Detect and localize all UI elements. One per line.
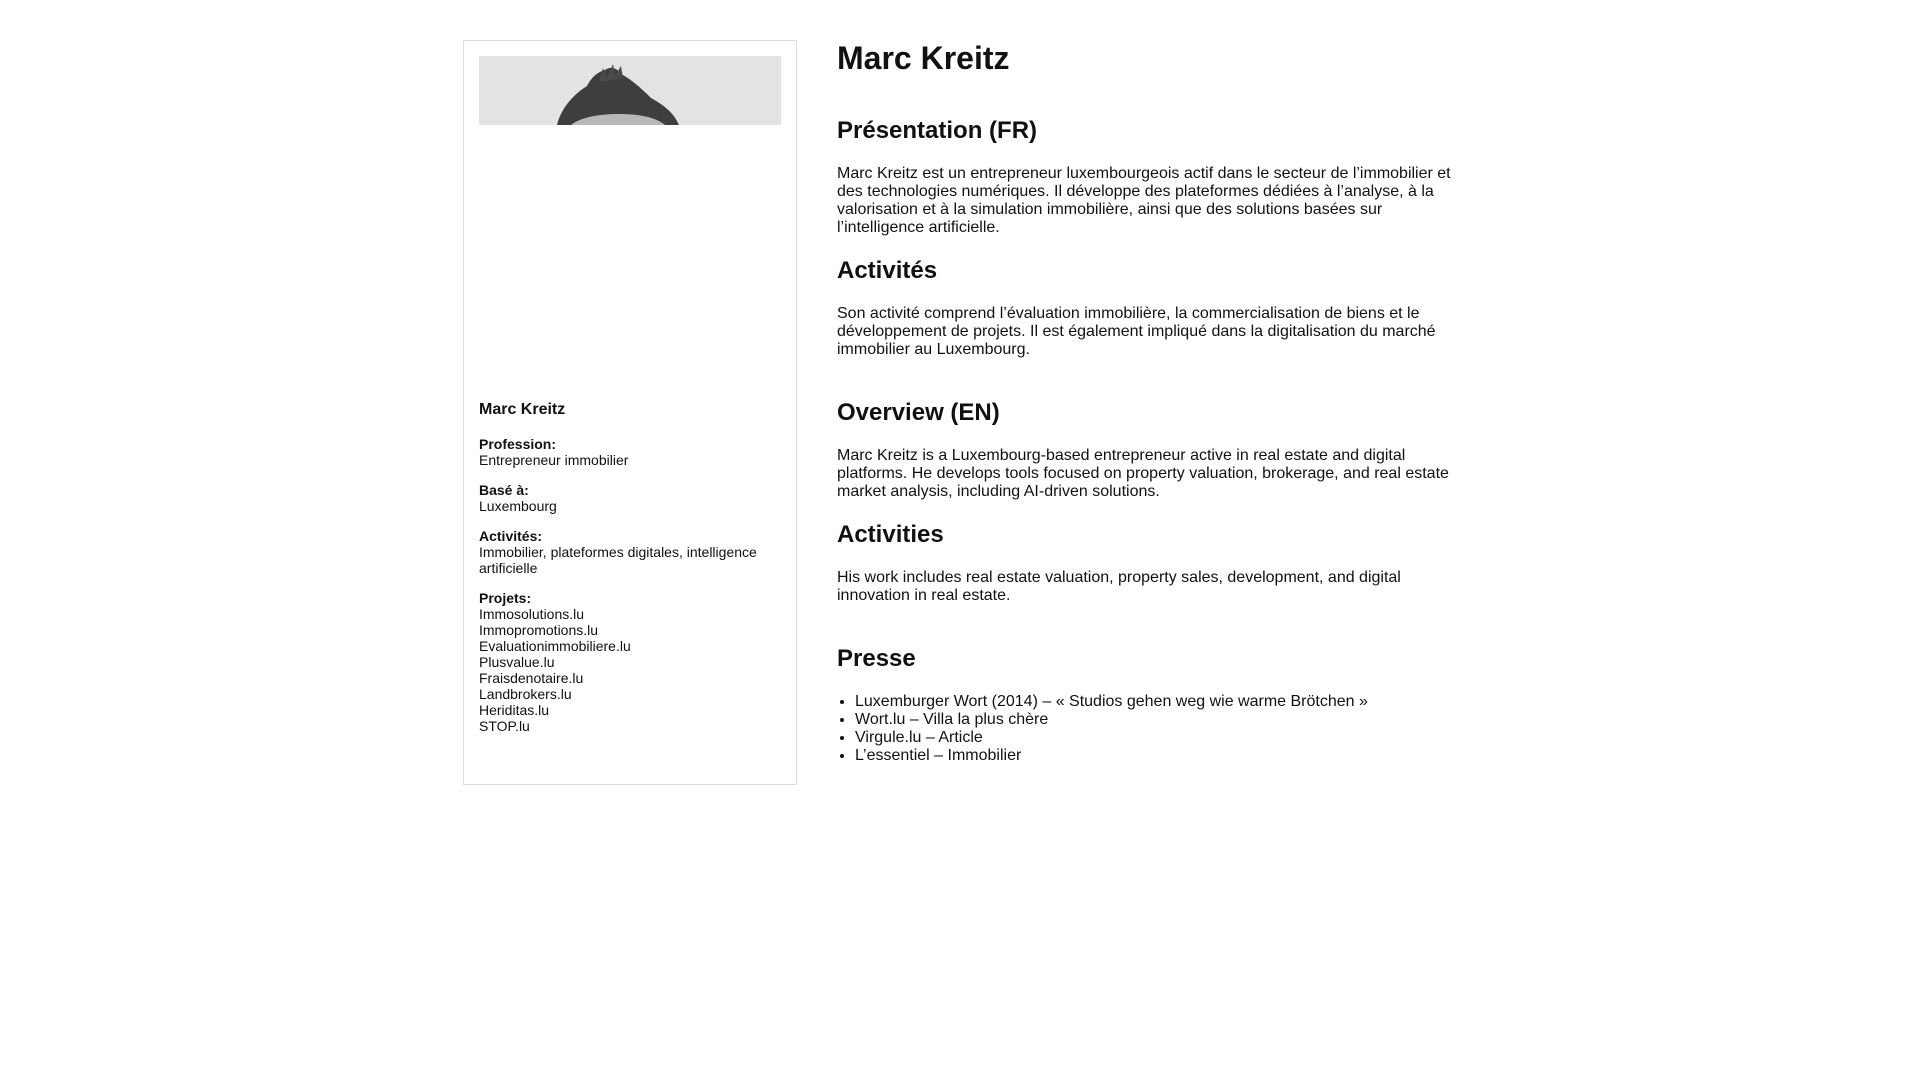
main-content — [837, 30, 1457, 765]
activites-fr-heading: Activités — [837, 257, 938, 284]
activites-fr-section — [837, 257, 1457, 359]
activities-block — [479, 528, 781, 576]
activities-label: Activités: — [479, 528, 543, 544]
profile-card — [463, 40, 797, 785]
press-item — [855, 693, 1457, 711]
project-item: Plusvalue.lu — [479, 654, 555, 670]
press-section — [837, 645, 1457, 765]
press-list — [837, 693, 1457, 765]
profession-value: Entrepreneur immobilier — [479, 452, 629, 468]
activities-en-section — [837, 521, 1457, 605]
project-item: STOP.lu — [479, 718, 530, 734]
press-item — [855, 711, 1457, 729]
projects-list — [479, 606, 781, 734]
location-label: Basé à: — [479, 482, 529, 498]
profession-block — [479, 436, 781, 468]
activities-en-heading: Activities — [837, 521, 944, 548]
profile-name: Marc Kreitz — [479, 401, 566, 418]
project-item: Immosolutions.lu — [479, 606, 585, 622]
project-item: Evaluationimmobiliere.lu — [479, 638, 631, 654]
profile-photo — [479, 56, 781, 376]
press-link[interactable]: Luxemburger Wort (2014) – « Studios gehen weg wie warme Brötchen » — [855, 693, 1368, 710]
overview-en-heading: Overview (EN) — [837, 399, 1000, 426]
activites-fr-text: Son activité comprend l’évaluation immobilière, la commercialisation de biens et le développement de projets. Il est également impliqué dans la digitalisation du marché immobilier au Luxembourg. — [837, 305, 1436, 358]
presentation-fr-section — [837, 117, 1457, 237]
project-item: Fraisdenotaire.lu — [479, 670, 584, 686]
press-heading: Presse — [837, 645, 916, 672]
projects-block — [479, 590, 781, 734]
press-link[interactable]: Virgule.lu – Article — [855, 729, 983, 746]
profession-label: Profession: — [479, 436, 557, 452]
location-value: Luxembourg — [479, 498, 557, 514]
project-item: Heriditas.lu — [479, 702, 550, 718]
overview-en-text: Marc Kreitz is a Luxembourg-based entrepreneur active in real estate and digital platforms. He develops tools focused on property valuation, brokerage, and real estate market analysis, including AI-driven solutions. — [837, 447, 1449, 500]
activities-value: Immobilier, plateformes digitales, intelligence artificielle — [479, 544, 757, 576]
project-item: Immopromotions.lu — [479, 622, 599, 638]
profile-photo-partial — [479, 56, 781, 125]
press-link[interactable]: L’essentiel – Immobilier — [855, 747, 1022, 764]
press-item — [855, 747, 1457, 765]
press-link[interactable]: Wort.lu – Villa la plus chère — [855, 711, 1049, 728]
presentation-fr-text: Marc Kreitz est un entrepreneur luxembourgeois actif dans le secteur de l’immobilier et des technologies numériques. Il développe des plateformes dédiées à l’analyse, à la valorisation et à la simulation immobilière, ainsi que des solutions basées sur l’intelligence artificielle. — [837, 165, 1451, 236]
projects-label: Projets: — [479, 590, 532, 606]
project-item: Landbrokers.lu — [479, 686, 572, 702]
activities-en-text: His work includes real estate valuation, property sales, development, and digital innovation in real estate. — [837, 569, 1401, 604]
location-block — [479, 482, 781, 514]
presentation-fr-heading: Présentation (FR) — [837, 117, 1038, 144]
press-item — [855, 729, 1457, 747]
page-title: Marc Kreitz — [837, 40, 1010, 76]
overview-en-section — [837, 399, 1457, 501]
